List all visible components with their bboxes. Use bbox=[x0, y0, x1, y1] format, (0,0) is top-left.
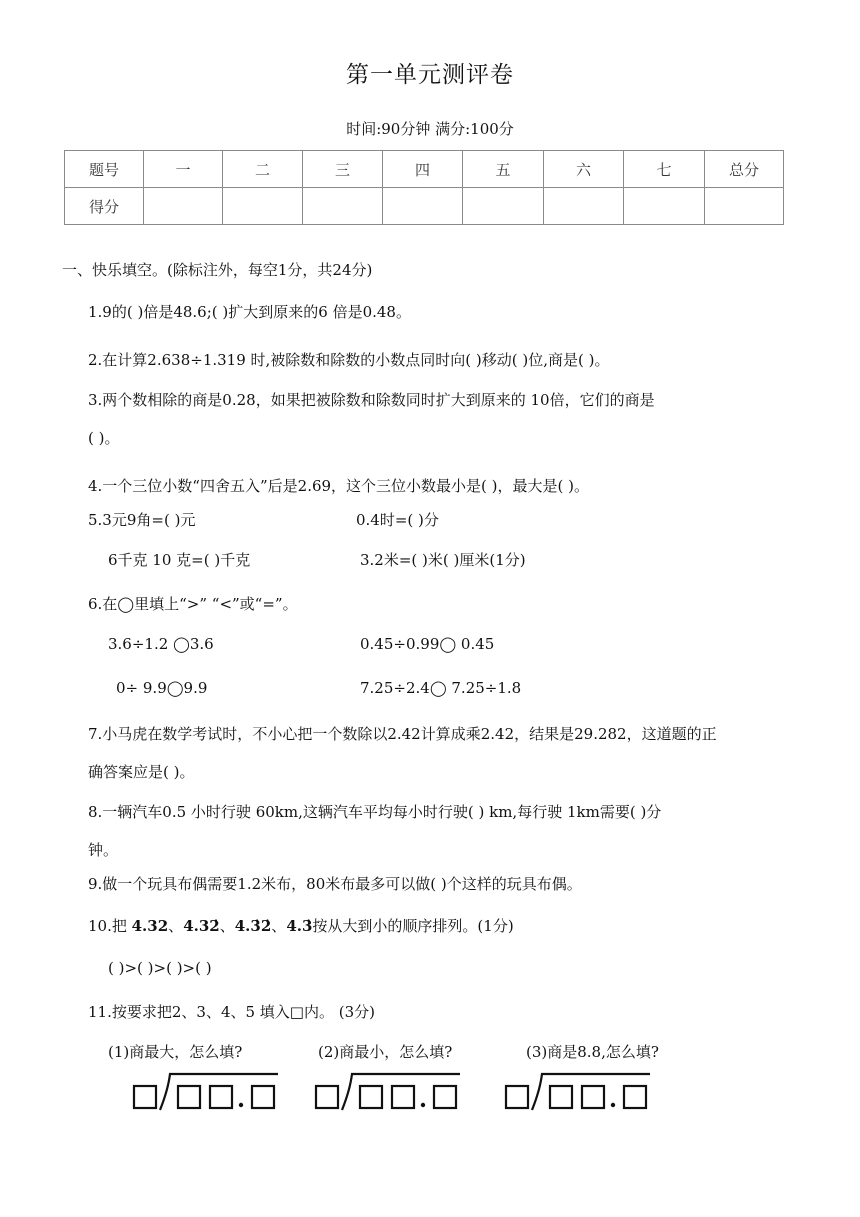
question-8-line-1: 8.一辆汽车0.5 小时行驶 60km,这辆汽车平均每小时行驶( ) km,每行驶 1km需要( )分 bbox=[88, 803, 662, 821]
score-cell[interactable] bbox=[223, 188, 303, 225]
recurring-decimal: 4.32̇ bbox=[183, 917, 220, 935]
recurring-decimal: 4.3̇2̇ bbox=[234, 917, 272, 935]
question-3-line-2: ( )。 bbox=[88, 429, 120, 447]
division-box-3 bbox=[502, 1070, 652, 1116]
score-cell[interactable] bbox=[544, 188, 624, 225]
recurring-decimal: 4.3̇ bbox=[286, 917, 313, 935]
header-cell: 四 bbox=[383, 151, 463, 188]
question-9: 9.做一个玩具布偶需要1.2米布，80米布最多可以做( )个这样的玩具布偶。 bbox=[88, 875, 582, 893]
score-cell[interactable] bbox=[463, 188, 544, 225]
question-7-line-2: 确答案应是( )。 bbox=[88, 763, 195, 781]
header-cell: 六 bbox=[544, 151, 624, 188]
question-10 bbox=[88, 916, 514, 936]
score-cell[interactable] bbox=[383, 188, 463, 225]
score-cell[interactable] bbox=[624, 188, 705, 225]
header-cell: 七 bbox=[624, 151, 705, 188]
question-6-c: 0÷ 9.9◯9.9 bbox=[116, 679, 208, 697]
division-box-2 bbox=[312, 1070, 462, 1116]
header-cell: 一 bbox=[144, 151, 223, 188]
score-table bbox=[64, 150, 784, 225]
question-6: 6.在◯里填上“>” “<”或“=”。 bbox=[88, 595, 298, 613]
score-cell[interactable] bbox=[303, 188, 383, 225]
question-5-b: 0.4时=( )分 bbox=[356, 511, 439, 529]
score-table-score-row bbox=[65, 188, 784, 225]
section-heading: 一、快乐填空。(除标注外，每空1分，共24分) bbox=[62, 261, 373, 279]
question-10-prefix: 10.把 bbox=[88, 917, 132, 935]
question-5-a: 5.3元9角=( )元 bbox=[88, 511, 196, 529]
header-cell: 二 bbox=[223, 151, 303, 188]
question-1: 1.9的( )倍是48.6;( )扩大到原来的6 倍是0.48。 bbox=[88, 303, 411, 321]
question-10-suffix: 按从大到小的顺序排列。(1分) bbox=[312, 917, 514, 935]
division-box-1 bbox=[130, 1070, 280, 1116]
question-5-d: 3.2米=( )米( )厘米(1分) bbox=[360, 551, 526, 569]
score-cell[interactable] bbox=[705, 188, 784, 225]
question-3-line-1: 3.两个数相除的商是0.28，如果把被除数和除数同时扩大到原来的 10倍，它们的商是 bbox=[88, 391, 655, 409]
separator: 、 bbox=[219, 917, 235, 935]
recurring-decimal: 4.32 bbox=[131, 917, 169, 935]
row-label: 得分 bbox=[65, 188, 144, 225]
header-cell: 五 bbox=[463, 151, 544, 188]
exam-info: 时间:90分钟 满分:100分 bbox=[346, 120, 514, 138]
score-cell[interactable] bbox=[144, 188, 223, 225]
question-11-part-3: (3)商是8.8,怎么填? bbox=[526, 1043, 659, 1061]
header-cell: 题号 bbox=[65, 151, 144, 188]
separator: 、 bbox=[271, 917, 287, 935]
question-11-part-1: (1)商最大，怎么填? bbox=[108, 1043, 243, 1061]
question-7-line-1: 7.小马虎在数学考试时，不小心把一个数除以2.42计算成乘2.42，结果是29.282，这道题的正 bbox=[88, 725, 717, 743]
score-table-header-row bbox=[65, 151, 784, 188]
question-6-a: 3.6÷1.2 ◯3.6 bbox=[108, 635, 214, 653]
question-11-part-2: (2)商最小，怎么填? bbox=[318, 1043, 453, 1061]
question-4: 4.一个三位小数“四舍五入”后是2.69，这个三位小数最小是( )，最大是( )。 bbox=[88, 477, 589, 495]
separator: 、 bbox=[168, 917, 184, 935]
question-6-b: 0.45÷0.99◯ 0.45 bbox=[360, 635, 495, 653]
question-8-line-2: 钟。 bbox=[88, 841, 119, 859]
question-5-c: 6千克 10 克=( )千克 bbox=[108, 551, 251, 569]
page-title: 第一单元测评卷 bbox=[346, 62, 514, 88]
question-6-d: 7.25÷2.4◯ 7.25÷1.8 bbox=[360, 679, 522, 697]
header-cell: 三 bbox=[303, 151, 383, 188]
question-11: 11.按要求把2、3、4、5 填入□内。 (3分) bbox=[88, 1003, 375, 1021]
header-cell: 总分 bbox=[705, 151, 784, 188]
question-10-answer: ( )>( )>( )>( ) bbox=[108, 959, 212, 977]
question-2: 2.在计算2.638÷1.319 时,被除数和除数的小数点同时向( )移动( )位,商是( )。 bbox=[88, 351, 610, 369]
